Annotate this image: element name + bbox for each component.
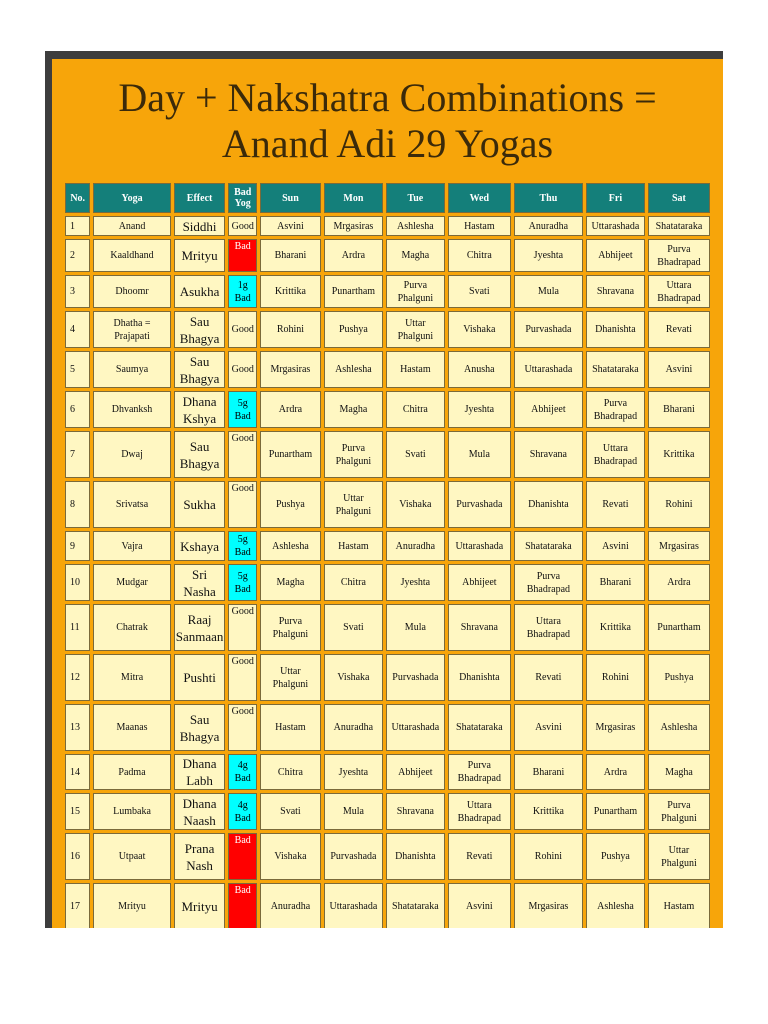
column-header: Sat <box>648 183 710 213</box>
row-number: 6 <box>65 391 90 428</box>
nakshatra-cell: Mula <box>324 793 383 830</box>
effect: Kshaya <box>174 531 226 561</box>
column-header: Mon <box>324 183 383 213</box>
nakshatra-cell: Hastam <box>648 883 710 928</box>
nakshatra-cell: Mrgasiras <box>648 531 710 561</box>
yoga-name: Dhatha = Prajapati <box>93 311 170 348</box>
nakshatra-cell: Revati <box>448 833 511 880</box>
column-header: Bad Yog <box>228 183 256 213</box>
nakshatra-cell: Mrgasiras <box>514 883 583 928</box>
title-line-2: Anand Adi 29 Yogas <box>221 121 554 166</box>
page-title <box>52 75 723 167</box>
nakshatra-cell: Uttara Bhadrapad <box>448 793 511 830</box>
nakshatra-cell: Bharani <box>648 391 710 428</box>
nakshatra-cell: Jyeshta <box>514 239 583 272</box>
nakshatra-cell: Shatataraka <box>386 883 445 928</box>
table-row <box>65 604 710 651</box>
nakshatra-cell: Krittika <box>586 604 645 651</box>
table-row <box>65 833 710 880</box>
nakshatra-cell: Purva Bhadrapad <box>448 754 511 790</box>
nakshatra-cell: Krittika <box>260 275 321 308</box>
effect: Siddhi <box>174 216 226 236</box>
nakshatra-cell: Vishaka <box>260 833 321 880</box>
nakshatra-cell: Shravana <box>586 275 645 308</box>
row-number: 5 <box>65 351 90 388</box>
document-panel <box>52 59 723 928</box>
nakshatra-cell: Revati <box>648 311 710 348</box>
table-row <box>65 216 710 236</box>
bad-yog-badge: 4g Bad <box>228 793 256 830</box>
column-header: Wed <box>448 183 511 213</box>
table-row <box>65 481 710 528</box>
nakshatra-cell: Pushya <box>648 654 710 701</box>
table-row <box>65 431 710 478</box>
nakshatra-cell: Uttarashada <box>386 704 445 751</box>
nakshatra-cell: Ardra <box>324 239 383 272</box>
nakshatra-cell: Shatataraka <box>448 704 511 751</box>
nakshatra-cell: Uttar Phalguni <box>324 481 383 528</box>
table-row <box>65 564 710 601</box>
nakshatra-cell: Anuradha <box>324 704 383 751</box>
nakshatra-cell: Punartham <box>324 275 383 308</box>
nakshatra-cell: Uttara Bhadrapad <box>586 431 645 478</box>
nakshatra-cell: Chitra <box>448 239 511 272</box>
yoga-name: Mudgar <box>93 564 170 601</box>
nakshatra-cell: Punartham <box>260 431 321 478</box>
effect: Sri Nasha <box>174 564 226 601</box>
table-row <box>65 793 710 830</box>
yoga-name: Chatrak <box>93 604 170 651</box>
row-number: 13 <box>65 704 90 751</box>
effect: Dhana Kshya <box>174 391 226 428</box>
row-number: 11 <box>65 604 90 651</box>
yoga-name: Anand <box>93 216 170 236</box>
yoga-name: Lumbaka <box>93 793 170 830</box>
effect: Sau Bhagya <box>174 311 226 348</box>
nakshatra-cell: Hastam <box>448 216 511 236</box>
nakshatra-cell: Purvashada <box>324 833 383 880</box>
column-header: No. <box>65 183 90 213</box>
bad-yog-badge: 5g Bad <box>228 564 256 601</box>
table-row <box>65 754 710 790</box>
nakshatra-cell: Ardra <box>260 391 321 428</box>
effect: Sau Bhagya <box>174 431 226 478</box>
nakshatra-cell: Shatataraka <box>586 351 645 388</box>
bad-yog-badge: Good <box>228 604 256 651</box>
nakshatra-cell: Shatataraka <box>648 216 710 236</box>
nakshatra-cell: Revati <box>514 654 583 701</box>
yoga-name: Utpaat <box>93 833 170 880</box>
yoga-name: Dwaj <box>93 431 170 478</box>
effect: Asukha <box>174 275 226 308</box>
nakshatra-cell: Shravana <box>386 793 445 830</box>
row-number: 12 <box>65 654 90 701</box>
nakshatra-cell: Uttar Phalguni <box>386 311 445 348</box>
nakshatra-cell: Purva Phalguni <box>260 604 321 651</box>
nakshatra-cell: Purvashada <box>386 654 445 701</box>
effect: Mrityu <box>174 239 226 272</box>
nakshatra-cell: Purva Phalguni <box>648 793 710 830</box>
row-number: 8 <box>65 481 90 528</box>
nakshatra-cell: Purva Bhadrapad <box>648 239 710 272</box>
yoga-name: Mrityu <box>93 883 170 928</box>
bad-yog-badge: Bad <box>228 883 256 928</box>
nakshatra-cell: Asvini <box>448 883 511 928</box>
nakshatra-cell: Abhijeet <box>448 564 511 601</box>
row-number: 16 <box>65 833 90 880</box>
nakshatra-cell: Anuradha <box>260 883 321 928</box>
nakshatra-cell: Abhijeet <box>386 754 445 790</box>
yoga-name: Dhvanksh <box>93 391 170 428</box>
nakshatra-cell: Dhanishta <box>386 833 445 880</box>
row-number: 9 <box>65 531 90 561</box>
nakshatra-cell: Ashlesha <box>324 351 383 388</box>
nakshatra-cell: Asvini <box>514 704 583 751</box>
nakshatra-cell: Revati <box>586 481 645 528</box>
nakshatra-cell: Chitra <box>324 564 383 601</box>
row-number: 14 <box>65 754 90 790</box>
yoga-name: Maanas <box>93 704 170 751</box>
nakshatra-cell: Asvini <box>586 531 645 561</box>
yoga-table <box>62 180 713 928</box>
nakshatra-cell: Pushya <box>324 311 383 348</box>
nakshatra-cell: Purva Phalguni <box>386 275 445 308</box>
nakshatra-cell: Svati <box>386 431 445 478</box>
effect: Prana Nash <box>174 833 226 880</box>
nakshatra-cell: Mula <box>386 604 445 651</box>
row-number: 1 <box>65 216 90 236</box>
nakshatra-cell: Dhanishta <box>586 311 645 348</box>
nakshatra-cell: Krittika <box>648 431 710 478</box>
nakshatra-cell: Chitra <box>260 754 321 790</box>
nakshatra-cell: Magha <box>260 564 321 601</box>
nakshatra-cell: Shravana <box>448 604 511 651</box>
nakshatra-cell: Bharani <box>514 754 583 790</box>
nakshatra-cell: Pushya <box>586 833 645 880</box>
nakshatra-cell: Jyeshta <box>386 564 445 601</box>
nakshatra-cell: Krittika <box>514 793 583 830</box>
nakshatra-cell: Rohini <box>586 654 645 701</box>
nakshatra-cell: Magha <box>386 239 445 272</box>
nakshatra-cell: Purvashada <box>514 311 583 348</box>
column-header: Thu <box>514 183 583 213</box>
effect: Pushti <box>174 654 226 701</box>
nakshatra-cell: Ashlesha <box>386 216 445 236</box>
table-row <box>65 351 710 388</box>
nakshatra-cell: Purva Bhadrapad <box>514 564 583 601</box>
nakshatra-cell: Ardra <box>586 754 645 790</box>
nakshatra-cell: Uttarashada <box>448 531 511 561</box>
nakshatra-cell: Anuradha <box>514 216 583 236</box>
nakshatra-cell: Purva Phalguni <box>324 431 383 478</box>
nakshatra-cell: Rohini <box>260 311 321 348</box>
effect: Sau Bhagya <box>174 351 226 388</box>
nakshatra-cell: Svati <box>448 275 511 308</box>
nakshatra-cell: Uttar Phalguni <box>260 654 321 701</box>
nakshatra-cell: Chitra <box>386 391 445 428</box>
table-header-row <box>65 183 710 213</box>
nakshatra-cell: Hastam <box>324 531 383 561</box>
bad-yog-badge: Bad <box>228 833 256 880</box>
nakshatra-cell: Punartham <box>648 604 710 651</box>
nakshatra-cell: Vishaka <box>324 654 383 701</box>
nakshatra-cell: Ashlesha <box>648 704 710 751</box>
nakshatra-cell: Mula <box>448 431 511 478</box>
row-number: 2 <box>65 239 90 272</box>
column-header: Yoga <box>93 183 170 213</box>
table-row <box>65 311 710 348</box>
row-number: 7 <box>65 431 90 478</box>
bad-yog-badge: 5g Bad <box>228 531 256 561</box>
table-row <box>65 275 710 308</box>
table-row <box>65 654 710 701</box>
nakshatra-cell: Anuradha <box>386 531 445 561</box>
effect: Dhana Naash <box>174 793 226 830</box>
nakshatra-cell: Ardra <box>648 564 710 601</box>
effect: Dhana Labh <box>174 754 226 790</box>
row-number: 15 <box>65 793 90 830</box>
yoga-name: Vajra <box>93 531 170 561</box>
row-number: 17 <box>65 883 90 928</box>
nakshatra-cell: Pushya <box>260 481 321 528</box>
nakshatra-cell: Uttarashada <box>514 351 583 388</box>
table-row <box>65 391 710 428</box>
column-header: Tue <box>386 183 445 213</box>
nakshatra-cell: Rohini <box>648 481 710 528</box>
column-header: Effect <box>174 183 226 213</box>
nakshatra-cell: Uttara Bhadrapad <box>648 275 710 308</box>
table-row <box>65 531 710 561</box>
column-header: Sun <box>260 183 321 213</box>
nakshatra-cell: Vishaka <box>448 311 511 348</box>
yoga-name: Padma <box>93 754 170 790</box>
nakshatra-cell: Anusha <box>448 351 511 388</box>
effect: Raaj Sanmaan <box>174 604 226 651</box>
table-row <box>65 239 710 272</box>
nakshatra-cell: Uttara Bhadrapad <box>514 604 583 651</box>
nakshatra-cell: Ashlesha <box>260 531 321 561</box>
nakshatra-cell: Magha <box>324 391 383 428</box>
bad-yog-badge: Bad <box>228 239 256 272</box>
effect: Sau Bhagya <box>174 704 226 751</box>
row-number: 3 <box>65 275 90 308</box>
nakshatra-cell: Vishaka <box>386 481 445 528</box>
table-body <box>65 216 710 928</box>
effect: Mrityu <box>174 883 226 928</box>
nakshatra-cell: Rohini <box>514 833 583 880</box>
nakshatra-cell: Uttarashada <box>586 216 645 236</box>
yoga-name: Dhoomr <box>93 275 170 308</box>
yoga-name: Mitra <box>93 654 170 701</box>
nakshatra-cell: Jyeshta <box>448 391 511 428</box>
nakshatra-cell: Svati <box>324 604 383 651</box>
nakshatra-cell: Hastam <box>386 351 445 388</box>
nakshatra-cell: Asvini <box>260 216 321 236</box>
nakshatra-cell: Magha <box>648 754 710 790</box>
row-number: 4 <box>65 311 90 348</box>
bad-yog-badge: Good <box>228 431 256 478</box>
bad-yog-badge: Good <box>228 216 256 236</box>
nakshatra-cell: Asvini <box>648 351 710 388</box>
nakshatra-cell: Abhijeet <box>514 391 583 428</box>
nakshatra-cell: Hastam <box>260 704 321 751</box>
nakshatra-cell: Svati <box>260 793 321 830</box>
bad-yog-badge: 1g Bad <box>228 275 256 308</box>
yoga-name: Kaaldhand <box>93 239 170 272</box>
yoga-name: Srivatsa <box>93 481 170 528</box>
nakshatra-cell: Shravana <box>514 431 583 478</box>
nakshatra-cell: Abhijeet <box>586 239 645 272</box>
document-frame <box>45 51 723 928</box>
column-header: Fri <box>586 183 645 213</box>
nakshatra-cell: Mula <box>514 275 583 308</box>
nakshatra-cell: Shatataraka <box>514 531 583 561</box>
nakshatra-cell: Uttarashada <box>324 883 383 928</box>
bad-yog-badge: 4g Bad <box>228 754 256 790</box>
effect: Sukha <box>174 481 226 528</box>
bad-yog-badge: Good <box>228 654 256 701</box>
bad-yog-badge: Good <box>228 311 256 348</box>
nakshatra-cell: Purva Bhadrapad <box>586 391 645 428</box>
nakshatra-cell: Ashlesha <box>586 883 645 928</box>
nakshatra-cell: Dhanishta <box>514 481 583 528</box>
nakshatra-cell: Mrgasiras <box>586 704 645 751</box>
nakshatra-cell: Bharani <box>586 564 645 601</box>
yoga-name: Saumya <box>93 351 170 388</box>
nakshatra-cell: Bharani <box>260 239 321 272</box>
bad-yog-badge: 5g Bad <box>228 391 256 428</box>
nakshatra-cell: Jyeshta <box>324 754 383 790</box>
bad-yog-badge: Good <box>228 704 256 751</box>
nakshatra-cell: Mrgasiras <box>324 216 383 236</box>
bad-yog-badge: Good <box>228 351 256 388</box>
bad-yog-badge: Good <box>228 481 256 528</box>
row-number: 10 <box>65 564 90 601</box>
nakshatra-cell: Mrgasiras <box>260 351 321 388</box>
nakshatra-cell: Punartham <box>586 793 645 830</box>
table-row <box>65 704 710 751</box>
table-row <box>65 883 710 928</box>
nakshatra-cell: Uttar Phalguni <box>648 833 710 880</box>
title-line-1: Day + Nakshatra Combinations = <box>118 75 657 120</box>
nakshatra-cell: Purvashada <box>448 481 511 528</box>
nakshatra-cell: Dhanishta <box>448 654 511 701</box>
